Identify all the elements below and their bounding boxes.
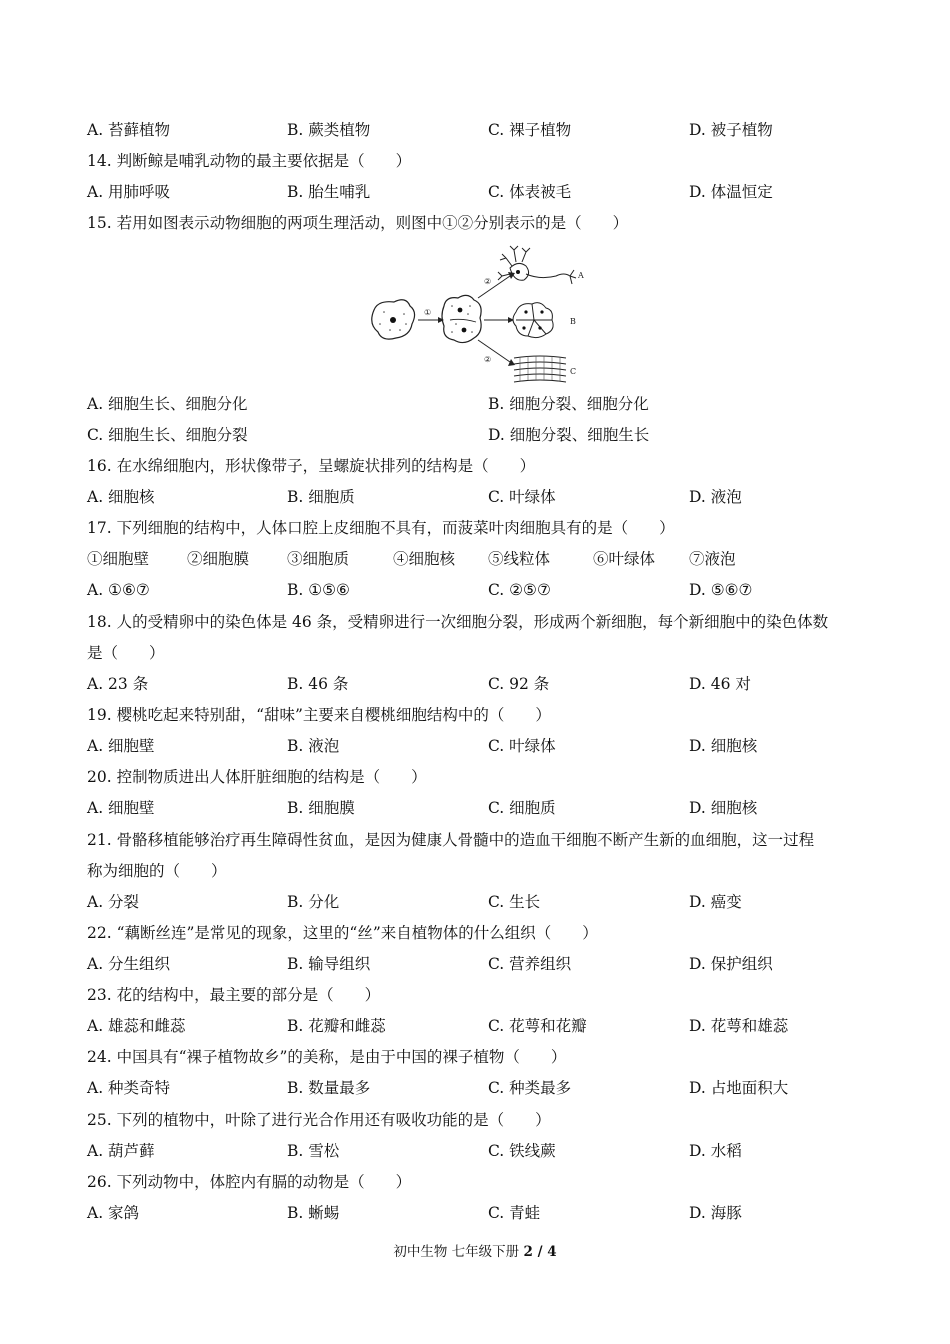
q23-option-a[interactable]: A. 雄蕊和雌蕊 (87, 1017, 186, 1035)
q17-options (87, 578, 877, 602)
q17-stem: 17. 下列细胞的结构中，人体口腔上皮细胞不具有，而菠菜叶肉细胞具有的是（ ） (87, 519, 675, 537)
label-a: A (578, 271, 584, 280)
q19-option-a[interactable]: A. 细胞壁 (87, 737, 155, 755)
q16-option-d[interactable]: D. 液泡 (689, 488, 742, 506)
q22-option-c[interactable]: C. 营养组织 (488, 955, 572, 973)
q16-options (87, 485, 877, 509)
q20-option-d[interactable]: D. 细胞核 (689, 799, 758, 817)
q21-option-d[interactable]: D. 癌变 (689, 893, 742, 911)
q23-stem: 23. 花的结构中，最主要的部分是（ ） (87, 986, 381, 1004)
q15-option-b[interactable]: B. 细胞分裂、细胞分化 (488, 395, 649, 413)
neuron-cell (498, 246, 576, 284)
q18-option-d[interactable]: D. 46 对 (689, 675, 751, 693)
q19-stem: 19. 樱桃吃起来特别甜，“甜味”主要来自樱桃细胞结构中的（ ） (87, 706, 551, 724)
q26-option-c[interactable]: C. 青蛙 (488, 1204, 541, 1222)
q23-option-d[interactable]: D. 花萼和雄蕊 (689, 1017, 789, 1035)
structure-item: ②细胞膜 (187, 550, 250, 568)
q18-options (87, 672, 877, 696)
q24-stem: 24. 中国具有“裸子植物故乡”的美称，是由于中国的裸子植物（ ） (87, 1048, 567, 1066)
q17-option-c[interactable]: C. ②⑤⑦ (488, 581, 551, 599)
q22-options (87, 952, 877, 976)
q22-option-a[interactable]: A. 分生组织 (87, 955, 171, 973)
footer-label: 初中生物 七年级下册 (393, 1244, 524, 1260)
epithelial-tissue (513, 303, 553, 338)
structure-item: ③细胞质 (287, 550, 350, 568)
q24-option-a[interactable]: A. 种类奇特 (87, 1079, 171, 1097)
q23-option-c[interactable]: C. 花萼和花瓣 (488, 1017, 587, 1035)
q19-option-b[interactable]: B. 液泡 (287, 737, 340, 755)
structure-item: ①细胞壁 (87, 550, 150, 568)
q26-option-d[interactable]: D. 海豚 (689, 1204, 742, 1222)
q24-options (87, 1076, 877, 1100)
q19-options (87, 734, 877, 758)
q15-option-d[interactable]: D. 细胞分裂、细胞生长 (488, 426, 650, 444)
q14-stem: 14. 判断鲸是哺乳动物的最主要依据是（ ） (87, 152, 412, 170)
q15-options-row2 (87, 423, 877, 447)
q21-option-b[interactable]: B. 分化 (287, 893, 340, 911)
q25-options (87, 1139, 877, 1163)
q13-option-c[interactable]: C. 裸子植物 (488, 121, 572, 139)
q26-stem: 26. 下列动物中，体腔内有膈的动物是（ ） (87, 1173, 412, 1191)
q23-option-b[interactable]: B. 花瓣和雌蕊 (287, 1017, 386, 1035)
q21-option-a[interactable]: A. 分裂 (87, 893, 140, 911)
structure-item: ⑦液泡 (689, 550, 736, 568)
q17-structure-list (87, 547, 877, 571)
structure-item: ④细胞核 (393, 550, 456, 568)
q16-stem: 16. 在水绵细胞内，形状像带子，呈螺旋状排列的结构是（ ） (87, 457, 536, 475)
q17-option-b[interactable]: B. ①⑤⑥ (287, 581, 350, 599)
q25-option-b[interactable]: B. 雪松 (287, 1142, 340, 1160)
q14-option-c[interactable]: C. 体表被毛 (488, 183, 572, 201)
q21-stem-line1: 21. 骨骼移植能够治疗再生障碍性贫血，是因为健康人骨髓中的造血干细胞不断产生新的血细胞，这一过程 (87, 831, 815, 849)
q19-option-d[interactable]: D. 细胞核 (689, 737, 758, 755)
q16-option-a[interactable]: A. 细胞核 (87, 488, 155, 506)
q22-option-d[interactable]: D. 保护组织 (689, 955, 773, 973)
q22-stem: 22. “藕断丝连”是常见的现象，这里的“丝”来自植物体的什么组织（ ） (87, 924, 598, 942)
q21-options (87, 890, 877, 914)
q20-options (87, 796, 877, 820)
q26-options (87, 1201, 877, 1225)
muscle-tissue (514, 356, 566, 382)
q14-options (87, 180, 877, 204)
q15-option-c[interactable]: C. 细胞生长、细胞分裂 (87, 426, 248, 444)
q20-option-c[interactable]: C. 细胞质 (488, 799, 556, 817)
q17-option-a[interactable]: A. ①⑥⑦ (87, 581, 150, 599)
q24-option-d[interactable]: D. 占地面积大 (689, 1079, 789, 1097)
q20-option-b[interactable]: B. 细胞膜 (287, 799, 355, 817)
q24-option-b[interactable]: B. 数量最多 (287, 1079, 371, 1097)
structure-item: ⑥叶绿体 (593, 550, 656, 568)
q18-stem-line1: 18. 人的受精卵中的染色体是 46 条，受精卵进行一次细胞分裂，形成两个新细胞，每个新细胞中的染色体数 (87, 613, 829, 631)
q15-option-a[interactable]: A. 细胞生长、细胞分化 (87, 395, 248, 413)
q18-stem-line2: 是（ ） (87, 644, 165, 662)
q26-option-b[interactable]: B. 蜥蜴 (287, 1204, 340, 1222)
q14-option-a[interactable]: A. 用肺呼吸 (87, 183, 171, 201)
original-cell-nucleus (390, 317, 396, 323)
cell-division-differentiation-diagram (360, 240, 590, 388)
q14-option-d[interactable]: D. 体温恒定 (689, 183, 773, 201)
arrow-to-c (478, 340, 510, 362)
q13-option-b[interactable]: B. 蕨类植物 (287, 121, 371, 139)
q13-option-a[interactable]: A. 苔藓植物 (87, 121, 171, 139)
q18-option-a[interactable]: A. 23 条 (87, 675, 149, 693)
q15-stem: 15. 若用如图表示动物细胞的两项生理活动，则图中①②分别表示的是（ ） (87, 214, 629, 232)
q24-option-c[interactable]: C. 种类最多 (488, 1079, 572, 1097)
q16-option-c[interactable]: C. 叶绿体 (488, 488, 556, 506)
q18-option-b[interactable]: B. 46 条 (287, 675, 349, 693)
q18-option-c[interactable]: C. 92 条 (488, 675, 550, 693)
q20-stem: 20. 控制物质进出人体肝脏细胞的结构是（ ） (87, 768, 427, 786)
q22-option-b[interactable]: B. 输导组织 (287, 955, 371, 973)
q26-option-a[interactable]: A. 家鸽 (87, 1204, 140, 1222)
label-2-upper: ② (484, 277, 492, 286)
arrow-to-a (478, 276, 510, 298)
q15-options-row1 (87, 392, 877, 416)
q20-option-a[interactable]: A. 细胞壁 (87, 799, 155, 817)
label-1: ① (424, 308, 432, 317)
q25-option-d[interactable]: D. 水稻 (689, 1142, 742, 1160)
label-2-lower: ② (484, 355, 492, 364)
label-c: C (570, 367, 577, 376)
page-number: 2 / 4 (523, 1244, 557, 1260)
q25-option-c[interactable]: C. 铁线蕨 (488, 1142, 556, 1160)
q25-stem: 25. 下列的植物中，叶除了进行光合作用还有吸收功能的是（ ） (87, 1111, 551, 1129)
page-footer (0, 1242, 950, 1262)
structure-item: ⑤线粒体 (488, 550, 551, 568)
q17-option-d[interactable]: D. ⑤⑥⑦ (689, 581, 753, 599)
q16-option-b[interactable]: B. 细胞质 (287, 488, 355, 506)
q14-option-b[interactable]: B. 胎生哺乳 (287, 183, 371, 201)
q25-option-a[interactable]: A. 葫芦藓 (87, 1142, 155, 1160)
q23-options (87, 1014, 877, 1038)
q21-option-c[interactable]: C. 生长 (488, 893, 541, 911)
q21-stem-line2: 称为细胞的（ ） (87, 862, 227, 880)
label-b: B (570, 317, 576, 326)
q13-option-d[interactable]: D. 被子植物 (689, 121, 773, 139)
q19-option-c[interactable]: C. 叶绿体 (488, 737, 556, 755)
q13-options (87, 118, 877, 142)
